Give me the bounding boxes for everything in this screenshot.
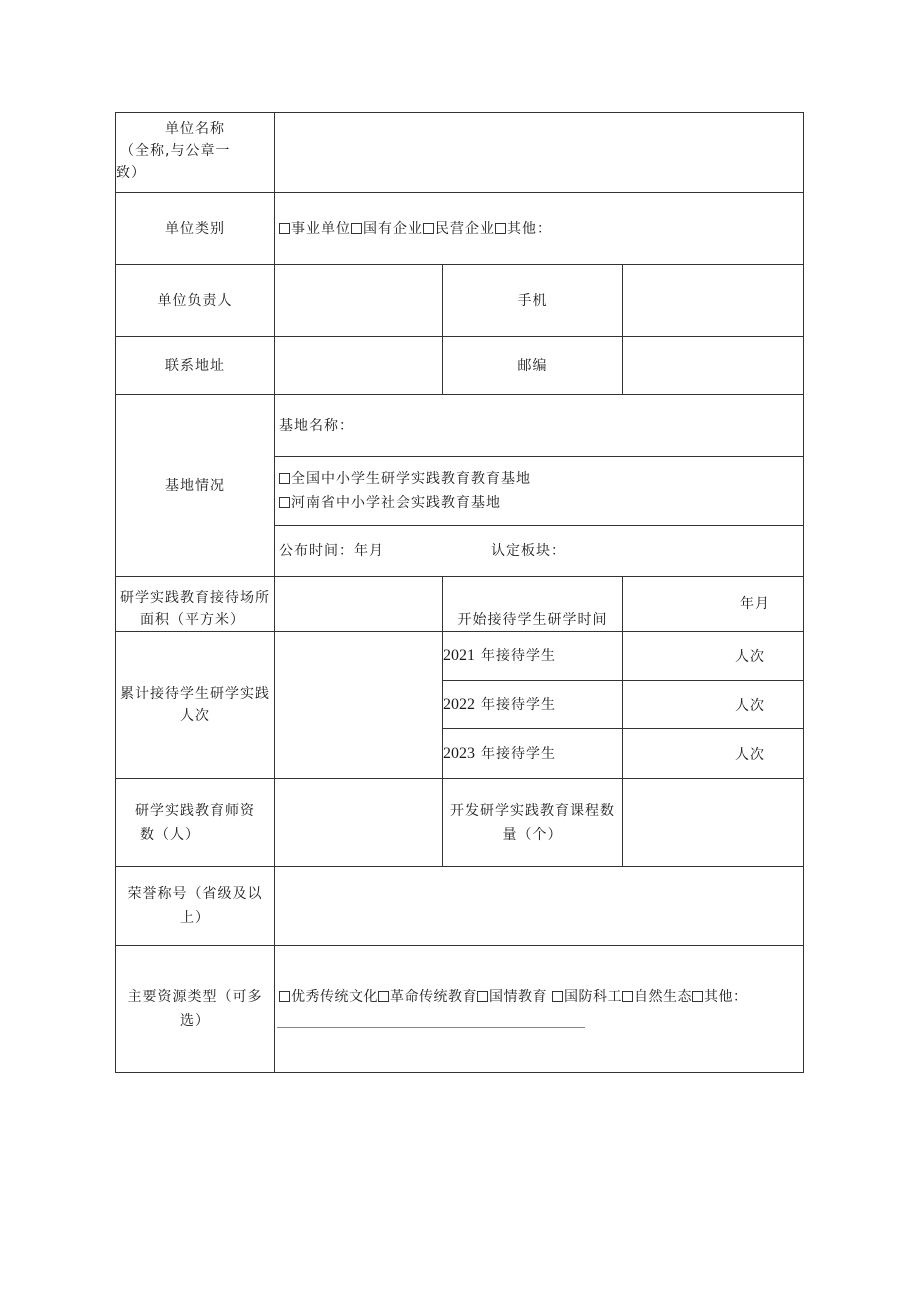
year-2021-value[interactable]: 人次 <box>735 649 765 665</box>
start-time-value[interactable]: 年月 <box>740 596 770 612</box>
base-info-label: 基地情况 <box>165 477 225 494</box>
unit-type-option-private[interactable]: 民营企业 <box>423 218 495 240</box>
address-label: 联系地址 <box>165 357 225 374</box>
resource-label-line2: 选） <box>180 1013 210 1029</box>
leader-label: 单位负责人 <box>157 292 233 309</box>
base-name-label: 基地名称： <box>279 417 354 434</box>
year-2022-value[interactable]: 人次 <box>735 697 765 714</box>
honor-label <box>116 867 274 945</box>
teachers-label-line1: 研学实践教育师资 <box>135 802 255 819</box>
year-2023-label: 2023 年接待学生 <box>443 744 556 762</box>
cumulative-input[interactable] <box>275 632 442 778</box>
area-label-line2: 面积（平方米） <box>140 612 245 628</box>
cumulative-label-line2: 人次 <box>180 708 210 724</box>
teachers-label-line2: 数（人） <box>140 826 200 843</box>
area-label <box>116 577 274 631</box>
resource-other-blank-line[interactable] <box>277 1027 585 1028</box>
base-option-national[interactable]: 全国中小学生研学实践教育教育基地 <box>279 467 803 491</box>
year-2023-value[interactable]: 人次 <box>735 746 765 763</box>
resource-label-line1: 主要资源类型（可多 <box>127 989 263 1005</box>
year-2021-label: 2021 年接待学生 <box>443 647 556 664</box>
courses-label-line1: 开发研学实践教育课程数 <box>450 802 615 819</box>
phone-input[interactable] <box>623 265 803 336</box>
unit-name-label-line1: 单位名称 <box>165 121 225 137</box>
checkbox-icon[interactable] <box>351 223 362 234</box>
publish-time-label: 公布时间：年月 <box>279 543 384 559</box>
cumulative-label <box>116 632 274 778</box>
resource-options <box>275 946 803 1072</box>
year-2022-label: 2022 年接待学生 <box>443 695 556 713</box>
checkbox-icon[interactable] <box>622 991 633 1002</box>
courses-input[interactable] <box>623 779 803 866</box>
certified-section-label: 认定板块： <box>491 543 566 559</box>
teachers-input[interactable] <box>275 779 442 866</box>
courses-label-line2: 量（个） <box>502 826 563 843</box>
base-publish-row <box>275 526 803 576</box>
postcode-input[interactable] <box>623 337 803 394</box>
base-level-options <box>275 457 803 525</box>
start-time-label: 开始接待学生研学时间 <box>457 612 608 628</box>
phone-label: 手机 <box>517 292 548 309</box>
resource-option-other[interactable]: 其他： <box>692 989 748 1005</box>
unit-type-option-other[interactable]: 其他： <box>495 218 552 240</box>
base-name-field[interactable] <box>275 395 803 456</box>
unit-type-label: 单位类别 <box>165 220 225 237</box>
area-label-line1: 研学实践教育接待场所 <box>120 590 270 606</box>
unit-name-label-line2: （全称,与公章一 <box>120 143 231 159</box>
unit-type-option-state[interactable]: 国有企业 <box>351 218 423 240</box>
base-option-provincial[interactable]: 河南省中小学社会实践教育基地 <box>279 491 803 515</box>
resource-option-culture[interactable]: 优秀传统文化 <box>279 989 378 1005</box>
checkbox-icon[interactable] <box>279 473 290 484</box>
cumulative-label-line1: 累计接待学生研学实践 <box>120 686 270 702</box>
courses-label <box>443 779 622 866</box>
address-input[interactable] <box>275 337 442 394</box>
leader-input[interactable] <box>275 265 442 336</box>
checkbox-icon[interactable] <box>423 223 434 234</box>
resource-label <box>116 946 274 1072</box>
checkbox-icon[interactable] <box>692 991 703 1002</box>
checkbox-icon[interactable] <box>279 497 290 508</box>
honor-label-line1: 荣誉称号（省级及以 <box>127 886 263 902</box>
resource-option-defense[interactable]: 国防科工 <box>547 989 622 1005</box>
checkbox-icon[interactable] <box>477 991 488 1002</box>
checkbox-icon[interactable] <box>552 991 563 1002</box>
table-border-right <box>803 112 804 1073</box>
checkbox-icon[interactable] <box>279 991 290 1002</box>
postcode-label: 邮编 <box>517 357 548 374</box>
resource-option-nature[interactable]: 自然生态 <box>622 989 692 1005</box>
unit-name-label <box>116 113 274 192</box>
unit-name-label-line3: 致） <box>116 165 146 181</box>
unit-type-option-public[interactable]: 事业单位 <box>279 218 351 240</box>
checkbox-icon[interactable] <box>279 223 290 234</box>
teachers-label <box>116 779 274 866</box>
checkbox-icon[interactable] <box>378 991 389 1002</box>
honor-label-line2: 上） <box>180 910 210 926</box>
resource-option-revolution[interactable]: 革命传统教育 <box>378 989 477 1005</box>
table-border-bottom <box>115 1072 804 1073</box>
checkbox-icon[interactable] <box>495 223 506 234</box>
resource-option-national[interactable]: 国情教育 <box>477 989 547 1005</box>
unit-type-options <box>275 193 803 264</box>
area-input[interactable] <box>275 577 442 631</box>
unit-name-input[interactable] <box>275 113 803 192</box>
honor-input[interactable] <box>275 867 803 945</box>
